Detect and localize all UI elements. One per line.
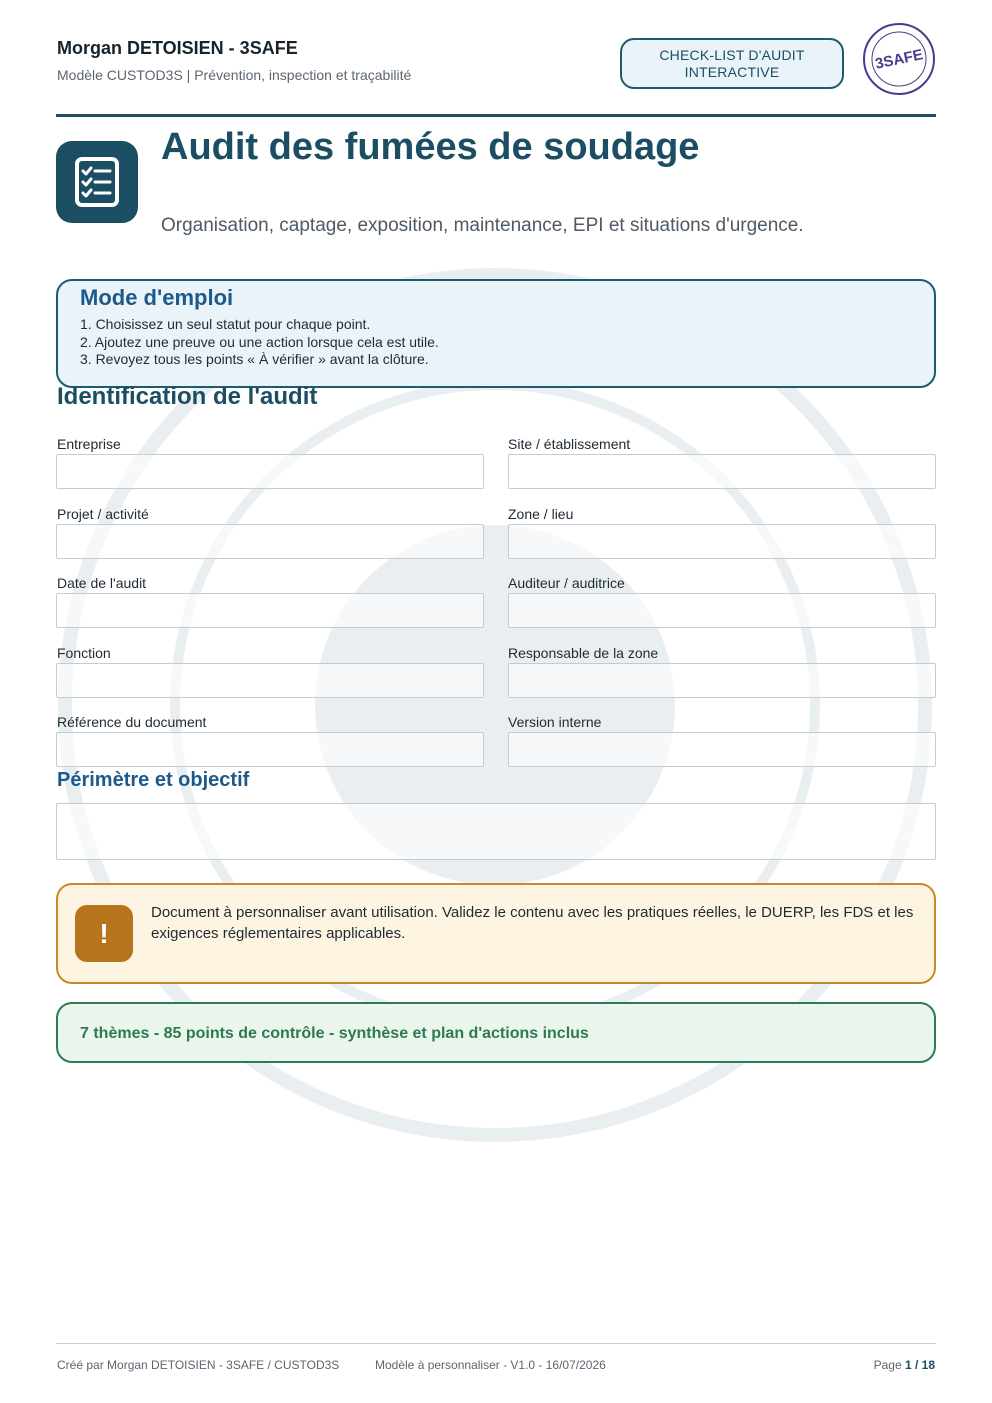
header-divider (56, 114, 936, 117)
field-label-zone: Zone / lieu (508, 506, 574, 522)
instructions-list (80, 316, 439, 369)
fonction-field[interactable] (56, 663, 484, 698)
checklist-badge (620, 38, 844, 89)
page-title: Audit des fumées de soudage (161, 126, 700, 168)
page-subtitle: Organisation, captage, exposition, maintenance, EPI et situations d'urgence. (161, 215, 804, 236)
checklist-icon (56, 141, 138, 223)
auditeur-field[interactable] (508, 593, 936, 628)
field-label-date: Date de l'audit (57, 575, 147, 591)
reference-field[interactable] (56, 732, 484, 767)
field-label-site: Site / établissement (508, 436, 631, 452)
warning-icon: ! (75, 905, 133, 962)
footer-page-prefix: Page (873, 1358, 905, 1372)
field-label-responsable: Responsable de la zone (508, 645, 659, 661)
warning-text: Document à personnaliser avant utilisation. Validez le contenu avec les pratiques réelles, le DUERP, les FDS et les exigences réglementaires applicables. (151, 904, 914, 942)
footer-divider (56, 1343, 936, 1344)
field-label-reference: Référence du document (57, 714, 207, 730)
field-label-fonction: Fonction (57, 645, 111, 661)
identification-title: Identification de l'audit (57, 383, 318, 410)
checklist-badge-label: CHECK-LIST D'AUDIT INTERACTIVE (659, 46, 805, 80)
field-label-auditeur: Auditeur / auditrice (508, 575, 625, 591)
perimeter-title: Périmètre et objectif (57, 769, 250, 791)
footer-page-number (874, 1358, 935, 1372)
header-author: Morgan DETOISIEN - 3SAFE (57, 38, 298, 58)
version-field[interactable] (508, 732, 936, 767)
footer-created-by: Créé par Morgan DETOISIEN - 3SAFE / CUSTOD3S (57, 1358, 340, 1372)
summary-text: 7 thèmes - 85 points de contrôle - synthèse et plan d'actions inclus (80, 1025, 589, 1042)
header-model: Modèle CUSTOD3S | Prévention, inspection et traçabilité (57, 67, 412, 83)
entreprise-field[interactable] (56, 454, 484, 489)
instruction-item: 3. Revoyez tous les points « À vérifier » avant la clôture. (80, 351, 429, 367)
projet-field[interactable] (56, 524, 484, 559)
field-label-entreprise: Entreprise (57, 436, 121, 452)
responsable-field[interactable] (508, 663, 936, 698)
site-field[interactable] (508, 454, 936, 489)
instructions-title: Mode d'emploi (80, 285, 234, 310)
3safe-logo (862, 22, 936, 96)
date-field[interactable] (56, 593, 484, 628)
instruction-item: 2. Ajoutez une preuve ou une action lorsque cela est utile. (80, 333, 439, 350)
instruction-item: 1. Choisissez un seul statut pour chaque point. (80, 316, 371, 332)
footer-page-current: 1 / 18 (904, 1358, 935, 1372)
field-label-version: Version interne (508, 714, 602, 730)
perimeter-field[interactable] (56, 803, 936, 860)
svg-text:3SAFE: 3SAFE (873, 46, 925, 73)
footer-model-version: Modèle à personnaliser - V1.0 - 16/07/2026 (375, 1358, 606, 1372)
zone-field[interactable] (508, 524, 936, 559)
field-label-projet: Projet / activité (57, 506, 149, 522)
